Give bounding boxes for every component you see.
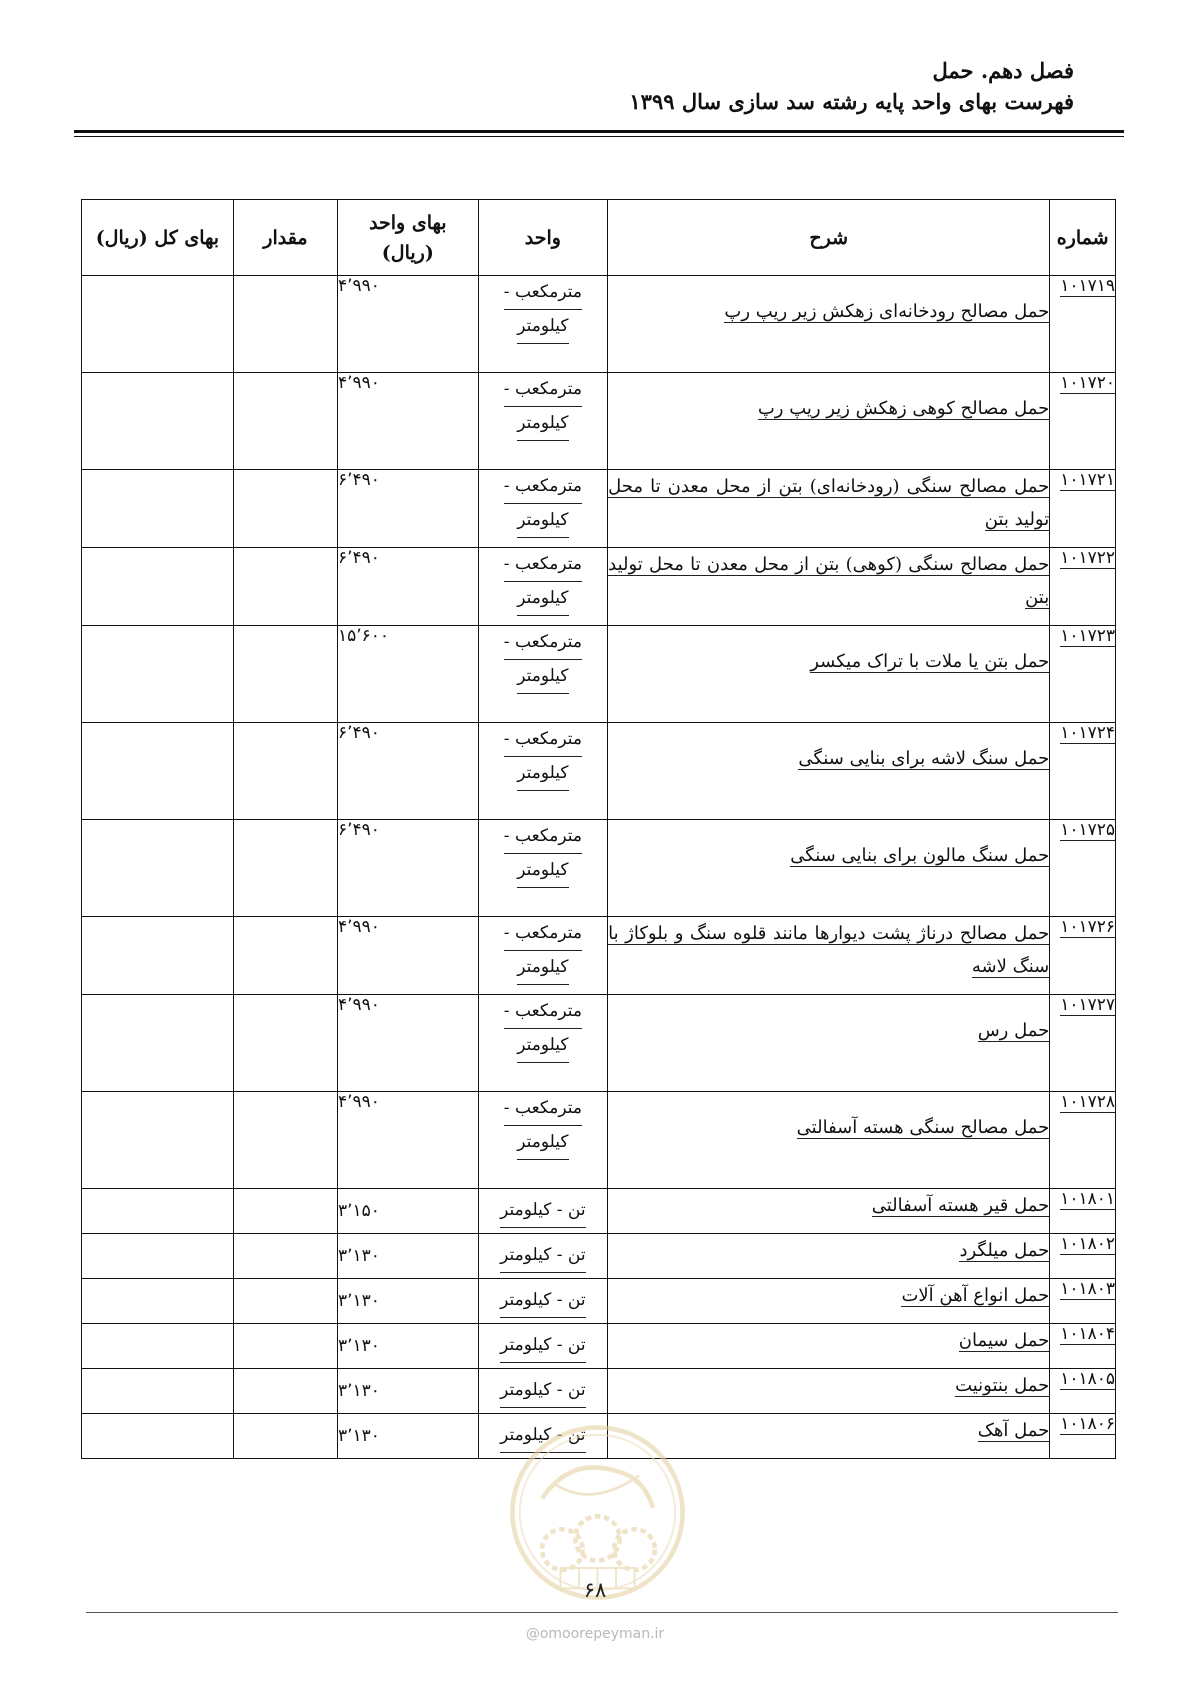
item-description: حمل مصالح سنگی هسته آسفالتی [796, 1117, 1050, 1138]
unit-price-value: ۳٬۱۵۰ [338, 1201, 380, 1221]
cell-quantity [233, 1369, 337, 1414]
cell-quantity [233, 276, 337, 373]
cell-quantity [233, 1189, 337, 1234]
cell-unit [478, 1369, 608, 1414]
table-row [82, 276, 1116, 373]
cell-description [608, 1189, 1050, 1234]
item-description: حمل مصالح کوهی زهکش زیر ریپ رپ [757, 398, 1050, 419]
unit-price-value: ۴٬۹۹۰ [338, 917, 380, 937]
cell-unit-price [338, 626, 479, 723]
unit-line1: تن - کیلومتر [500, 1419, 585, 1453]
item-description: حمل بنتونیت [955, 1375, 1050, 1396]
cell-quantity [233, 1234, 337, 1279]
unit-line1: تن - کیلومتر [500, 1284, 585, 1318]
cell-total [82, 1234, 234, 1279]
cell-quantity [233, 995, 337, 1092]
footer-rule [86, 1612, 1118, 1613]
cell-description [608, 1324, 1050, 1369]
unit-line1: تن - کیلومتر [500, 1239, 585, 1273]
item-description: حمل آهک [977, 1420, 1050, 1441]
item-number: ۱۰۱۷۱۹ [1060, 276, 1115, 296]
cell-unit-price [338, 1092, 479, 1189]
cell-unit [478, 276, 608, 373]
item-description: حمل مصالح درناژ پشت دیوارها مانند قلوه سنگ و بلوکاژ با سنگ لاشه [608, 923, 1050, 977]
chapter-title: فصل دهم. حمل [932, 58, 1074, 83]
unit-price-value: ۳٬۱۳۰ [338, 1336, 380, 1356]
cell-description [608, 820, 1050, 917]
cell-number [1050, 1279, 1116, 1324]
unit-line1: مترمکعب - [504, 820, 582, 854]
cell-description [608, 626, 1050, 723]
unit-line2: کیلومتر [517, 757, 568, 791]
item-description: حمل سیمان [958, 1330, 1050, 1351]
cell-unit [478, 626, 608, 723]
cell-total [82, 1279, 234, 1324]
cell-quantity [233, 1092, 337, 1189]
cell-description [608, 373, 1050, 470]
item-description: حمل مصالح سنگی (رودخانه‌ای) بتن از محل معدن تا محل تولید بتن [608, 476, 1050, 530]
unit-price-value: ۶٬۴۹۰ [338, 723, 380, 743]
cell-description [608, 470, 1050, 548]
unit-line1: تن - کیلومتر [500, 1329, 585, 1363]
cell-total [82, 1369, 234, 1414]
cell-total [82, 276, 234, 373]
cell-description [608, 917, 1050, 995]
cell-unit-price [338, 470, 479, 548]
table-row [82, 548, 1116, 626]
item-number: ۱۰۱۷۲۶ [1060, 917, 1115, 937]
cell-total [82, 470, 234, 548]
unit-price-value: ۱۵٬۶۰۰ [338, 626, 390, 646]
unit-line1: تن - کیلومتر [500, 1374, 585, 1408]
item-number: ۱۰۱۸۰۱ [1060, 1189, 1115, 1209]
item-number: ۱۰۱۷۲۱ [1060, 470, 1115, 490]
item-number: ۱۰۱۷۲۴ [1060, 723, 1115, 743]
header-rule-thin [74, 136, 1124, 137]
table-row [82, 723, 1116, 820]
table-row [82, 820, 1116, 917]
item-number: ۱۰۱۷۲۷ [1060, 995, 1115, 1015]
header-unit-price-line2: (ریال) [381, 241, 434, 264]
cell-description [608, 1279, 1050, 1324]
cell-total [82, 626, 234, 723]
table-header-row [82, 200, 1116, 276]
cell-description [608, 548, 1050, 626]
unit-line1: مترمکعب - [504, 276, 582, 310]
cell-total [82, 917, 234, 995]
unit-price-value: ۶٬۴۹۰ [338, 470, 380, 490]
cell-number [1050, 1414, 1116, 1459]
unit-line2: کیلومتر [517, 660, 568, 694]
cell-quantity [233, 626, 337, 723]
cell-total [82, 820, 234, 917]
cell-number [1050, 276, 1116, 373]
unit-line1: مترمکعب - [504, 917, 582, 951]
item-number: ۱۰۱۸۰۳ [1060, 1279, 1115, 1299]
header-unit: واحد [478, 200, 608, 276]
cell-unit [478, 1189, 608, 1234]
table-row [82, 373, 1116, 470]
cell-unit-price [338, 276, 479, 373]
cell-total [82, 1324, 234, 1369]
item-number: ۱۰۱۷۲۸ [1060, 1092, 1115, 1112]
cell-unit-price [338, 723, 479, 820]
cell-unit-price [338, 1279, 479, 1324]
cell-total [82, 1189, 234, 1234]
item-description: حمل قیر هسته آسفالتی [871, 1195, 1050, 1216]
cell-unit-price [338, 1324, 479, 1369]
item-number: ۱۰۱۷۲۲ [1060, 548, 1115, 568]
cell-number [1050, 1234, 1116, 1279]
cell-total [82, 723, 234, 820]
item-number: ۱۰۱۸۰۵ [1060, 1369, 1115, 1389]
cell-unit [478, 373, 608, 470]
item-number: ۱۰۱۷۲۵ [1060, 820, 1115, 840]
header-number: شماره [1050, 200, 1116, 276]
cell-unit-price [338, 548, 479, 626]
unit-line1: مترمکعب - [504, 626, 582, 660]
unit-line2: کیلومتر [517, 854, 568, 888]
cell-quantity [233, 917, 337, 995]
item-number: ۱۰۱۸۰۴ [1060, 1324, 1115, 1344]
unit-line2: کیلومتر [517, 951, 568, 985]
cell-quantity [233, 820, 337, 917]
unit-price-value: ۳٬۱۳۰ [338, 1246, 380, 1266]
unit-price-value: ۴٬۹۹۰ [338, 995, 380, 1015]
item-number: ۱۰۱۸۰۶ [1060, 1414, 1115, 1434]
cell-description [608, 1369, 1050, 1414]
cell-number [1050, 1369, 1116, 1414]
price-list-table [81, 199, 1116, 1459]
cell-unit [478, 995, 608, 1092]
item-number: ۱۰۱۷۲۳ [1060, 626, 1115, 646]
unit-price-value: ۴٬۹۹۰ [338, 373, 380, 393]
cell-number [1050, 995, 1116, 1092]
cell-unit [478, 548, 608, 626]
unit-line2: کیلومتر [517, 407, 568, 441]
unit-line1: مترمکعب - [504, 995, 582, 1029]
cell-unit [478, 723, 608, 820]
cell-number [1050, 470, 1116, 548]
header-unit-price-line1: بهای واحد [369, 211, 447, 234]
cell-quantity [233, 373, 337, 470]
unit-price-value: ۴٬۹۹۰ [338, 1092, 380, 1112]
unit-line2: کیلومتر [517, 1126, 568, 1160]
item-description: حمل سنگ لاشه برای بنایی سنگی [798, 748, 1050, 769]
table-row [82, 626, 1116, 723]
table-row [82, 1234, 1116, 1279]
header-description: شرح [608, 200, 1050, 276]
unit-line2: کیلومتر [517, 582, 568, 616]
cell-description [608, 723, 1050, 820]
cell-quantity [233, 1279, 337, 1324]
unit-line1: مترمکعب - [504, 548, 582, 582]
cell-number [1050, 626, 1116, 723]
cell-number [1050, 723, 1116, 820]
page-number: ۶۸ [583, 1578, 607, 1602]
cell-unit-price [338, 373, 479, 470]
table-row [82, 995, 1116, 1092]
cell-number [1050, 548, 1116, 626]
cell-description [608, 276, 1050, 373]
cell-unit [478, 820, 608, 917]
table-row [82, 1092, 1116, 1189]
item-description: حمل میلگرد [959, 1240, 1050, 1261]
table-row [82, 1279, 1116, 1324]
page-header [629, 56, 1074, 118]
item-number: ۱۰۱۸۰۲ [1060, 1234, 1115, 1254]
cell-unit-price [338, 1414, 479, 1459]
cell-number [1050, 917, 1116, 995]
header-rule-thick [74, 130, 1124, 133]
unit-price-value: ۳٬۱۳۰ [338, 1381, 380, 1401]
cell-quantity [233, 1324, 337, 1369]
cell-quantity [233, 548, 337, 626]
cell-unit [478, 1092, 608, 1189]
cell-quantity [233, 1414, 337, 1459]
unit-line1: تن - کیلومتر [500, 1194, 585, 1228]
header-quantity: مقدار [233, 200, 337, 276]
cell-number [1050, 1092, 1116, 1189]
document-subtitle: فهرست بهای واحد پایه رشته سد سازی سال ۱۳۹۹ [629, 89, 1074, 114]
table-row [82, 1189, 1116, 1234]
cell-quantity [233, 723, 337, 820]
cell-description [608, 1092, 1050, 1189]
cell-unit [478, 1279, 608, 1324]
item-description: حمل بتن یا ملات با تراک میکسر [810, 651, 1050, 672]
unit-price-value: ۳٬۱۳۰ [338, 1426, 380, 1446]
item-description: حمل رس [977, 1020, 1050, 1041]
item-description: حمل سنگ مالون برای بنایی سنگی [790, 845, 1050, 866]
unit-price-value: ۳٬۱۳۰ [338, 1291, 380, 1311]
table-row [82, 1369, 1116, 1414]
cell-unit [478, 470, 608, 548]
unit-line1: مترمکعب - [504, 470, 582, 504]
cell-description [608, 995, 1050, 1092]
unit-line2: کیلومتر [517, 1029, 568, 1063]
item-description: حمل مصالح رودخانه‌ای زهکش زیر ریپ رپ [724, 301, 1050, 322]
table-row [82, 470, 1116, 548]
header-total: بهای کل (ریال) [82, 200, 234, 276]
cell-number [1050, 1324, 1116, 1369]
unit-price-value: ۶٬۴۹۰ [338, 548, 380, 568]
cell-total [82, 373, 234, 470]
cell-unit-price [338, 995, 479, 1092]
cell-unit-price [338, 1189, 479, 1234]
cell-unit-price [338, 917, 479, 995]
unit-price-value: ۴٬۹۹۰ [338, 276, 380, 296]
cell-unit-price [338, 1369, 479, 1414]
cell-unit [478, 1234, 608, 1279]
cell-number [1050, 820, 1116, 917]
item-number: ۱۰۱۷۲۰ [1060, 373, 1115, 393]
item-description: حمل مصالح سنگی (کوهی) بتن از محل معدن تا محل تولید بتن [608, 554, 1050, 608]
cell-unit-price [338, 1234, 479, 1279]
cell-quantity [233, 470, 337, 548]
cell-total [82, 548, 234, 626]
item-description: حمل انواع آهن آلات [901, 1285, 1050, 1306]
cell-unit-price [338, 820, 479, 917]
table-row [82, 1324, 1116, 1369]
cell-number [1050, 373, 1116, 470]
unit-line1: مترمکعب - [504, 1092, 582, 1126]
unit-line1: مترمکعب - [504, 373, 582, 407]
cell-unit [478, 1324, 608, 1369]
unit-line1: مترمکعب - [504, 723, 582, 757]
table-body [82, 276, 1116, 1459]
cell-total [82, 995, 234, 1092]
cell-description [608, 1234, 1050, 1279]
unit-line2: کیلومتر [517, 504, 568, 538]
table-row [82, 917, 1116, 995]
cell-total [82, 1092, 234, 1189]
cell-unit [478, 917, 608, 995]
header-unit-price [338, 200, 479, 276]
unit-line2: کیلومتر [517, 310, 568, 344]
website-watermark: @omoorepeyman.ir [525, 1626, 665, 1642]
unit-price-value: ۶٬۴۹۰ [338, 820, 380, 840]
cell-total [82, 1414, 234, 1459]
cell-number [1050, 1189, 1116, 1234]
